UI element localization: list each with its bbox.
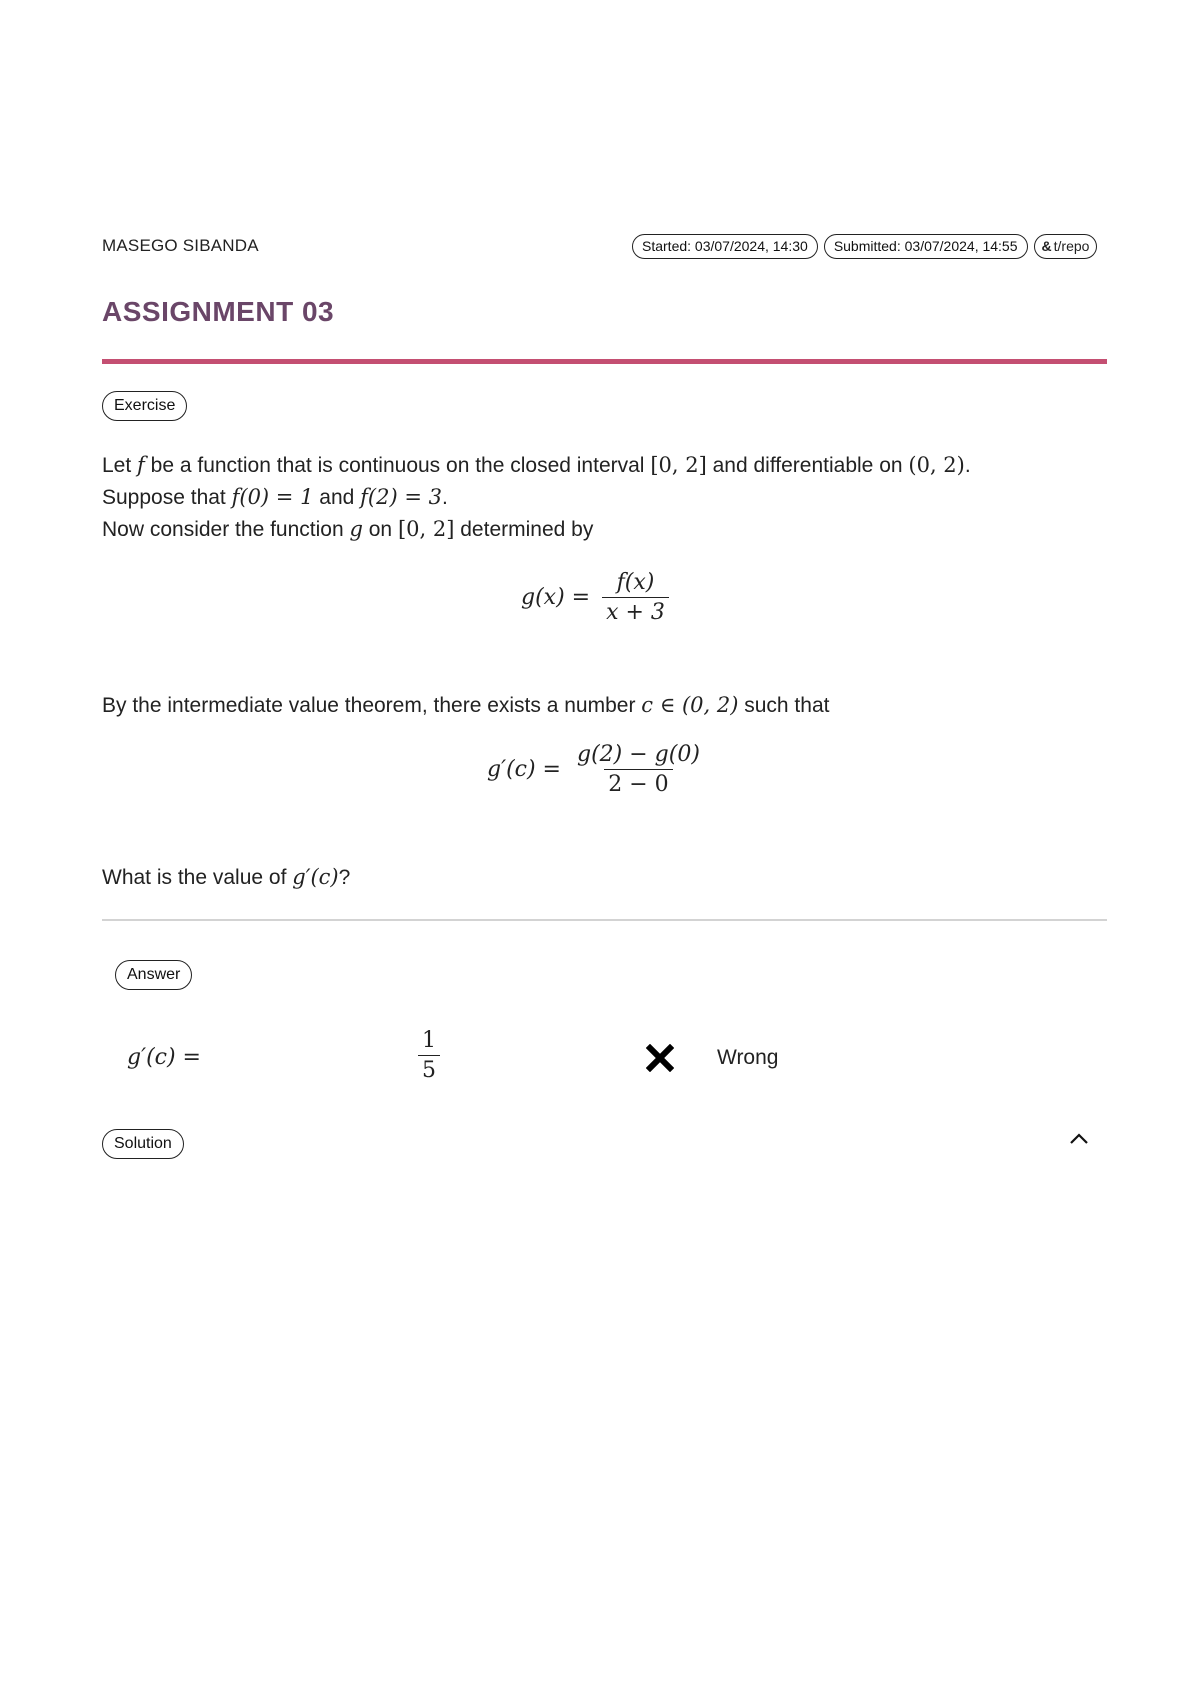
report-link-label: t/repo <box>1053 238 1090 254</box>
student-name: MASEGO SIBANDA <box>102 236 259 255</box>
solution-toggle[interactable]: Solution <box>102 1129 184 1159</box>
header-chips <box>632 234 1097 259</box>
exercise-line-3: Now consider the function g on [0, 2] determined by <box>102 517 594 541</box>
equation-g-definition <box>521 570 669 625</box>
answer-numerator: 1 <box>422 1028 436 1053</box>
wrong-icon <box>646 1044 674 1072</box>
answer-status: Wrong <box>717 1046 779 1069</box>
eq2-denominator: 2 − 0 <box>604 769 672 797</box>
submitted-timestamp: Submitted: 03/07/2024, 14:55 <box>824 234 1028 259</box>
exercise-line-1: Let f be a function that is continuous on the closed interval [0, 2] and differentiable on (0, 2). <box>102 453 971 477</box>
eq2-fraction <box>573 742 704 797</box>
eq1-fraction <box>602 570 669 625</box>
eq2-lhs: g′(c) = <box>487 757 561 782</box>
eq1-numerator: f(x) <box>616 570 655 595</box>
answer-value <box>418 1028 440 1083</box>
answer-fraction <box>418 1028 440 1083</box>
equation-mean-value <box>487 742 704 797</box>
exercise-badge: Exercise <box>102 391 187 421</box>
title-divider <box>102 359 1107 364</box>
eq1-denominator: x + 3 <box>602 597 669 625</box>
page-title: ASSIGNMENT 03 <box>102 296 335 327</box>
exercise-question: What is the value of g′(c)? <box>102 865 351 889</box>
eq2-numerator: g(2) − g(0) <box>577 742 700 767</box>
answer-denominator: 5 <box>418 1055 440 1083</box>
eq1-lhs: g(x) = <box>521 585 591 610</box>
answer-lhs: g′(c) = <box>127 1045 201 1070</box>
report-link[interactable] <box>1034 234 1098 259</box>
exercise-line-2: Suppose that f(0) = 1 and f(2) = 3. <box>102 485 448 509</box>
section-divider <box>102 919 1107 921</box>
started-timestamp: Started: 03/07/2024, 14:30 <box>632 234 818 259</box>
answer-badge: Answer <box>115 960 192 990</box>
chevron-up-icon[interactable] <box>1068 1130 1090 1146</box>
exercise-line-4: By the intermediate value theorem, there exists a number c ∈ (0, 2) such that <box>102 693 830 717</box>
link-icon: & <box>1041 238 1052 254</box>
